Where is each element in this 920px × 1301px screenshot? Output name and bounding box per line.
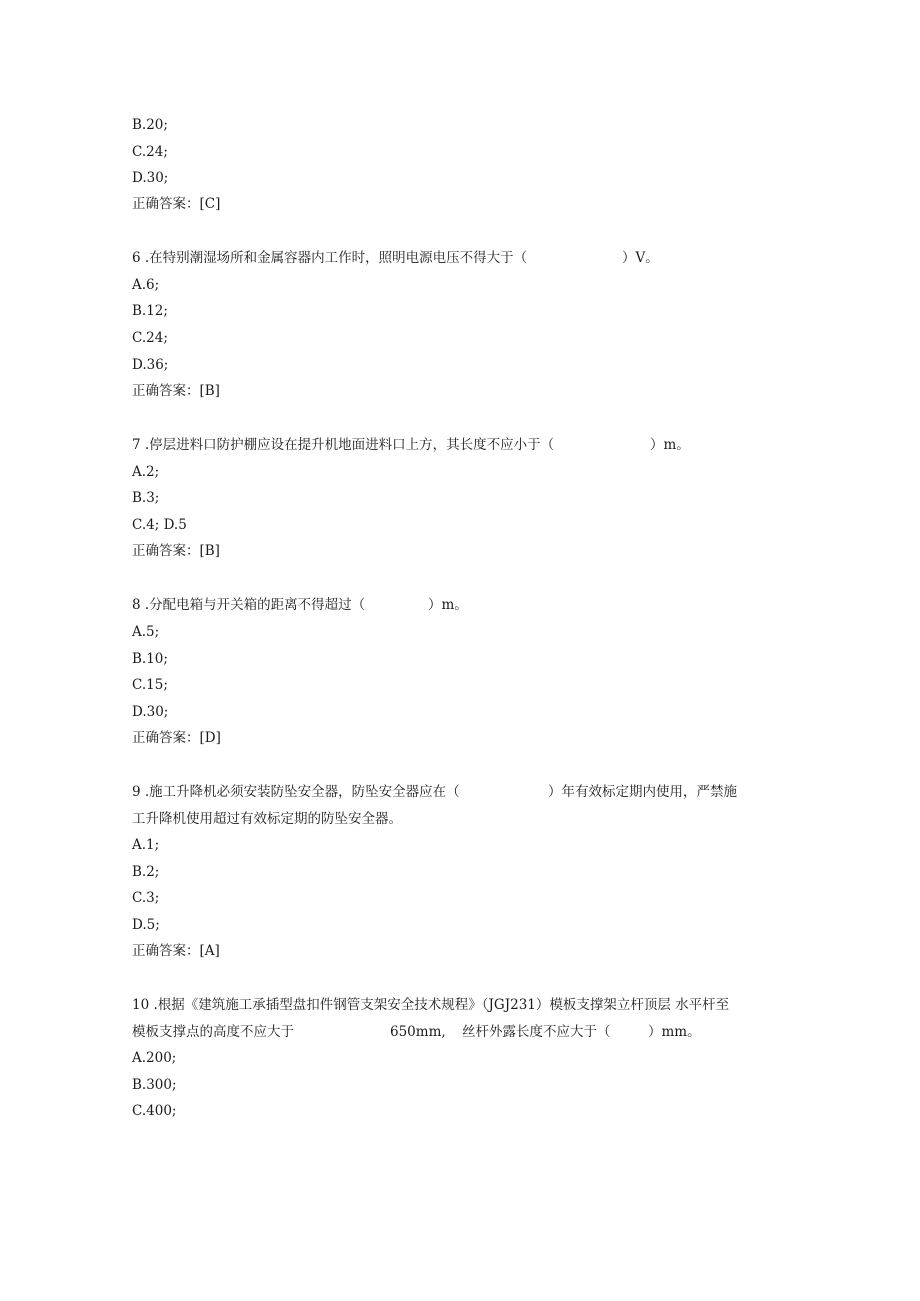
option-d: D.5; xyxy=(132,917,160,933)
option-c: C.24; xyxy=(132,144,168,160)
option-d: D.30; xyxy=(132,704,169,720)
option-b: B.300; xyxy=(132,1077,177,1093)
question-6-stem: 6 .在特别潮湿场所和金属容器内工作时，照明电源电压不得大于（ xyxy=(132,250,528,266)
question-10-stem: 10 .根据《建筑施工承插型盘扣件钢管支架安全技术规程》（JGJ231）模板支撑架立杆顶层 水平杆至 xyxy=(132,997,730,1013)
option-d: D.30; xyxy=(132,170,169,186)
option-b: B.20; xyxy=(132,117,168,133)
option-d: D.36; xyxy=(132,357,169,373)
question-9-stem: 9 .施工升降机必须安装防坠安全器，防坠安全器应在（ xyxy=(132,784,460,800)
question-10-stem-line2b: 650mm, xyxy=(390,1024,446,1040)
question-9-stem-cont: ）年有效标定期内使用，严禁施 xyxy=(548,784,737,800)
option-b: B.3; xyxy=(132,490,160,506)
option-c: C.400; xyxy=(132,1103,177,1119)
option-c: C.24; xyxy=(132,330,168,346)
question-8-unit: ）m。 xyxy=(428,597,468,613)
answer-line: 正确答案：[B] xyxy=(132,543,220,559)
answer-line: 正确答案：[A] xyxy=(132,943,220,959)
option-a: A.6; xyxy=(132,277,160,293)
option-cd: C.4; D.5 xyxy=(132,517,187,533)
answer-line: 正确答案：[D] xyxy=(132,730,221,746)
question-10-stem-line2d: ）mm。 xyxy=(648,1024,701,1040)
question-6-unit: ）V。 xyxy=(622,250,659,266)
question-7-unit: ）m。 xyxy=(650,437,690,453)
answer-line: 正确答案：[C] xyxy=(132,196,221,212)
question-10-stem-line2a: 模板支撑点的高度不应大于 xyxy=(132,1024,294,1040)
question-7-stem: 7 .停层进料口防护棚应设在提升机地面进料口上方，其长度不应小于（ xyxy=(132,437,555,453)
question-9-stem-line2: 工升降机使用超过有效标定期的防坠安全器。 xyxy=(132,811,402,827)
option-a: A.1; xyxy=(132,837,160,853)
option-c: C.15; xyxy=(132,677,168,693)
option-b: B.12; xyxy=(132,303,168,319)
option-a: A.5; xyxy=(132,624,160,640)
answer-line: 正确答案：[B] xyxy=(132,383,220,399)
option-b: B.10; xyxy=(132,651,168,667)
option-b: B.2; xyxy=(132,864,160,880)
question-10-stem-line2c: 丝杆外露长度不应大于（ xyxy=(462,1024,611,1040)
option-a: A.200; xyxy=(132,1050,177,1066)
question-8-stem: 8 .分配电箱与开关箱的距离不得超过（ xyxy=(132,597,366,613)
option-c: C.3; xyxy=(132,890,160,906)
option-a: A.2; xyxy=(132,464,160,480)
